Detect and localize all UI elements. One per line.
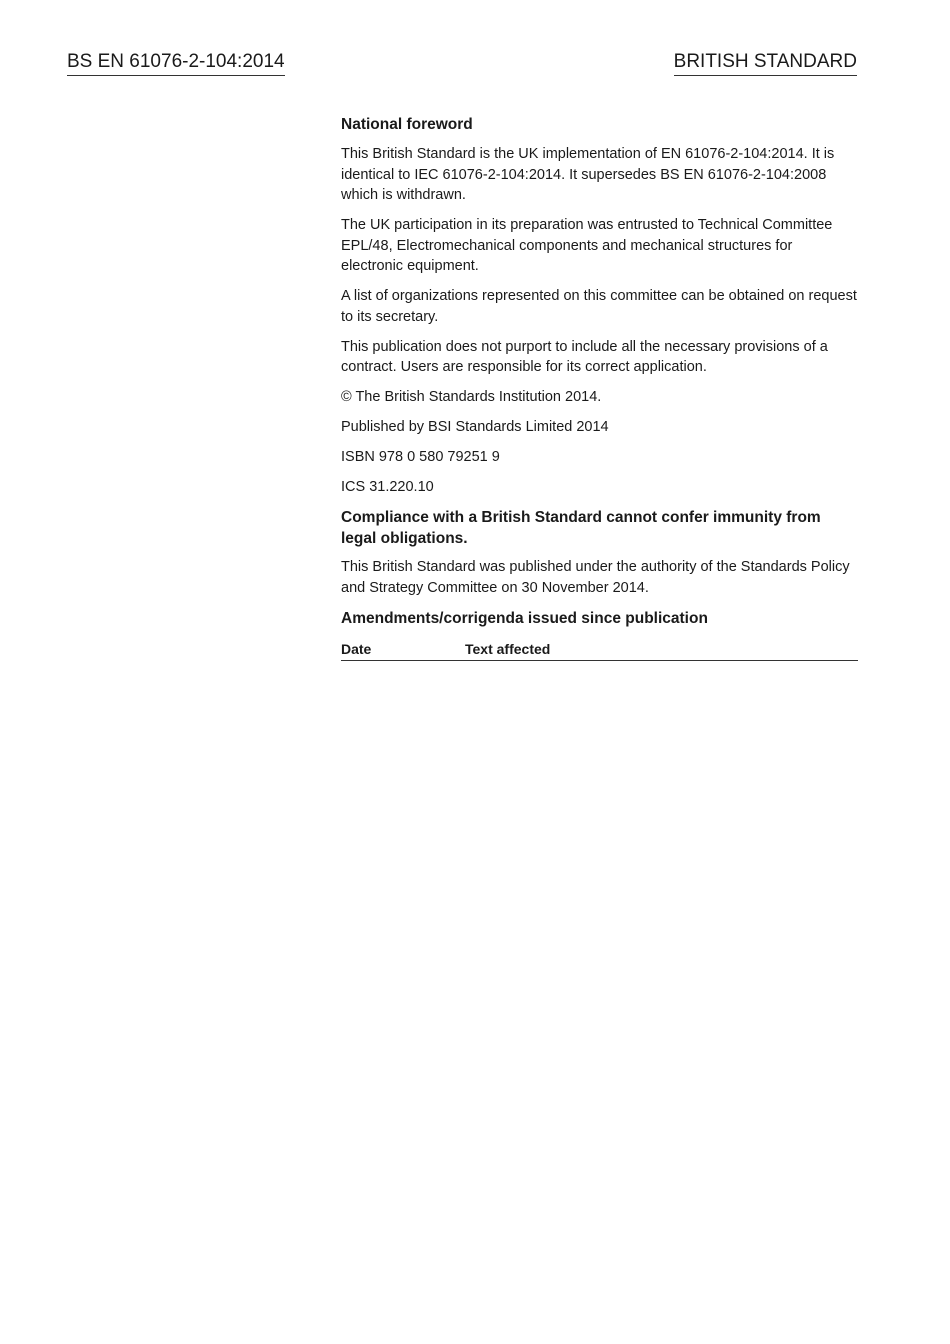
document-number: BS EN 61076-2-104:2014 [67,50,285,76]
publisher-line: Published by BSI Standards Limited 2014 [341,419,609,435]
foreword-paragraph-implementation: This British Standard is the UK implementation of EN 61076-2-104:2014. It is identical to IEC 61076-2-104:2014. It supersedes BS EN 61076-2-104:2008 which is withdrawn. [341,146,835,203]
document-type: BRITISH STANDARD [674,50,857,76]
foreword-title: National foreword [341,116,473,133]
foreword-paragraph-committee: The UK participation in its preparation was entrusted to Technical Committee EPL/48, Electromechanical components and mechanical structures for electronic equipment. [341,217,833,274]
foreword-paragraph-organizations: A list of organizations represented on this committee can be obtained on request to its secretary. [341,288,857,325]
national-foreword-section [341,114,858,661]
foreword-paragraph-provisions: This publication does not purport to include all the necessary provisions of a contract. Users are responsible for its correct application. [341,338,828,375]
amendments-header-row [341,640,858,661]
ics-line: ICS 31.220.10 [341,479,434,495]
amendments-table [341,640,858,661]
column-header-text-affected: Text affected [465,640,858,661]
authority-paragraph: This British Standard was published under the authority of the Standards Policy and Strategy Committee on 30 November 2014. [341,559,850,596]
compliance-notice: Compliance with a British Standard cannot confer immunity from legal obligations. [341,509,821,547]
copyright-notice: © The British Standards Institution 2014. [341,389,602,405]
column-header-date: Date [341,640,465,661]
amendments-title: Amendments/corrigenda issued since publication [341,609,708,627]
isbn-line: ISBN 978 0 580 79251 9 [341,449,500,465]
